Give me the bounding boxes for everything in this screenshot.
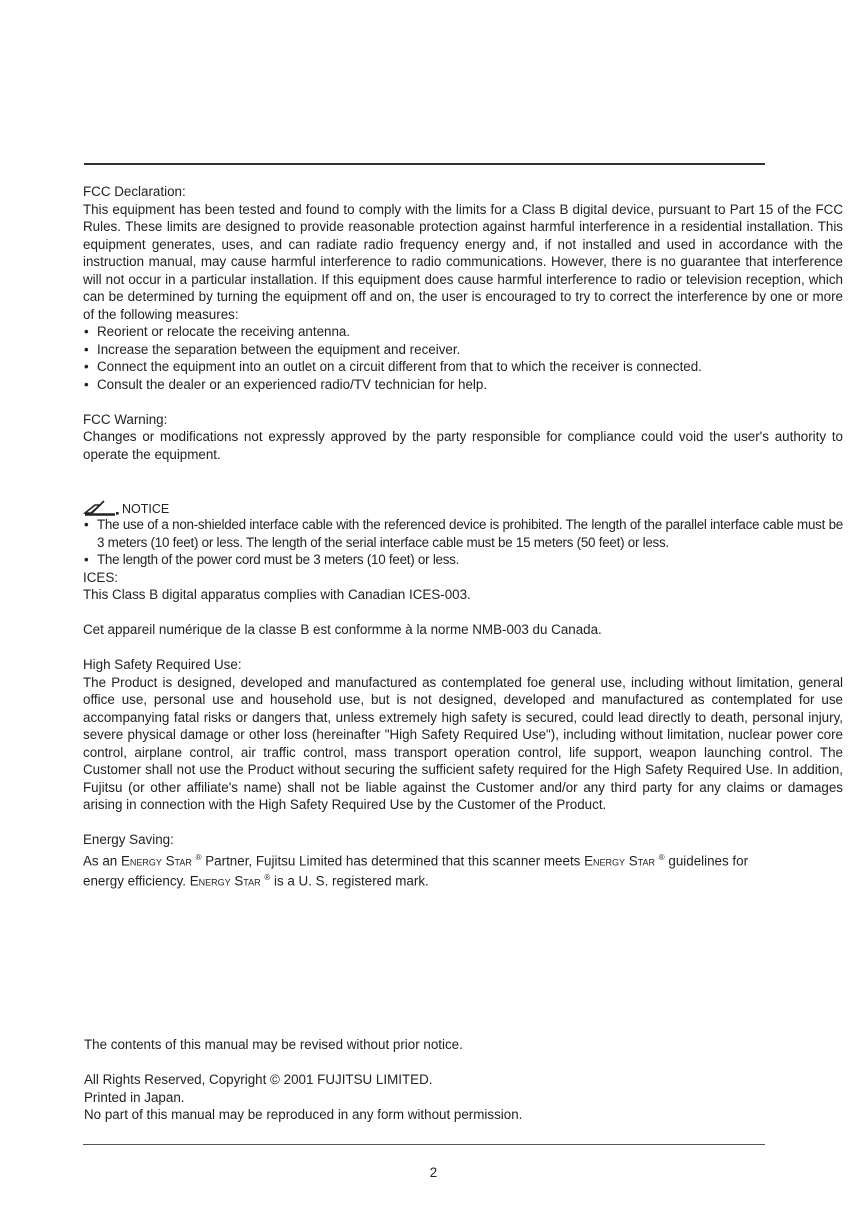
energy-saving-line-2 — [83, 869, 843, 890]
energy-saving-section — [83, 831, 843, 890]
high-safety-section — [83, 656, 843, 814]
page-number: 2 — [429, 1165, 438, 1180]
energy-star-mark: Energy Star — [189, 873, 261, 889]
document-body — [83, 183, 843, 890]
fcc-warning-section — [83, 411, 843, 464]
list-item: • Increase the separation between the equipment and receiver. — [83, 341, 843, 359]
fcc-warning-heading: FCC Warning: — [83, 411, 168, 427]
list-item: • Consult the dealer or an experienced radio/TV technician for help. — [83, 376, 843, 394]
list-item: • Connect the equipment into an outlet on a circuit different from that to which the receiver is connected. — [83, 358, 843, 376]
energy-text: Partner, Fujitsu Limited has determined that this scanner meets — [201, 852, 585, 868]
energy-text: energy efficiency. — [83, 873, 190, 889]
reproduction-notice: No part of this manual may be reproduced in any form without permission. — [84, 1107, 523, 1122]
registered-mark: ® — [264, 873, 271, 883]
notice-pen-icon — [83, 496, 119, 516]
energy-text: is a U. S. registered mark. — [270, 873, 429, 889]
list-item: • Reorient or relocate the receiving antenna. — [83, 323, 843, 341]
copyright: All Rights Reserved, Copyright © 2001 FUJITSU LIMITED. — [84, 1072, 433, 1087]
revision-notice: The contents of this manual may be revised without prior notice. — [84, 1037, 463, 1052]
energy-saving-line-1 — [83, 849, 843, 870]
fcc-warning-body: Changes or modifications not expressly approved by the party responsible for compliance could void the user's authority to operate the equipment. — [83, 429, 843, 462]
energy-star-mark: Energy Star — [584, 852, 656, 868]
ices-heading: ICES: — [83, 569, 118, 585]
fcc-declaration-heading: FCC Declaration: — [83, 184, 186, 199]
fcc-declaration-section — [83, 183, 843, 393]
list-item: • The use of a non-shielded interface cable with the referenced device is prohibited. The length of the parallel interface cable must be 3 meters (10 feet) or less. The length of the serial interface cable must be 15 meters (50 feet) or less. — [83, 516, 843, 551]
french-notice-section — [83, 621, 843, 639]
notice-list — [83, 516, 843, 569]
energy-saving-heading: Energy Saving: — [83, 832, 174, 847]
footer — [84, 1036, 784, 1124]
top-rule — [84, 163, 765, 165]
energy-text: As an — [83, 852, 121, 868]
notice-section — [83, 498, 843, 569]
fcc-measures-list — [83, 323, 843, 393]
fcc-declaration-body: This equipment has been tested and found to comply with the limits for a Class B digital device, pursuant to Part 15 of the FCC Rules. These limits are designed to provide reasonable protection against harmful interference in a residential installation. This equipment generates, uses, and can radiate radio frequency energy and, if not installed and used in accordance with the instruction manual, may cause harmful interference to radio communications. However, there is no guarantee that interference will not occur in a particular installation. If this equipment does cause harmful interference to radio or television reception, which can be determined by turning the equipment off and on, the user is encouraged to try to correct the interference by one or more of the following measures: — [83, 201, 843, 322]
printed-in: Printed in Japan. — [84, 1089, 185, 1105]
registered-mark: ® — [658, 852, 665, 862]
list-item: • The length of the power cord must be 3 meters (10 feet) or less. — [83, 551, 843, 569]
bottom-rule — [83, 1144, 765, 1145]
registered-mark: ® — [195, 852, 202, 862]
high-safety-body: The Product is designed, developed and manufactured as contemplated foe general use, including without limitation, general office use, personal use and household use, but is not designed, developed and manufactured as contemplated for use accompanying fatal risks or dangers that, unless extremely high safety is secured, could lead directly to death, personal injury, severe physical damage or other loss (hereinafter "High Safety Required Use"), including without limitation, nuclear power core control, airplane control, air traffic control, mass transport operation control, life support, weapon launching control. The Customer shall not use the Product without securing the sufficient safety required for the High Safety Required Use. In addition, Fujitsu (or other affiliate's name) shall not be liable against the Customer and/or any third party for any claims or damages arising in connection with the High Safety Required Use by the Customer of the Product. — [83, 674, 843, 812]
ices-body: This Class B digital apparatus complies with Canadian ICES-003. — [83, 587, 471, 602]
french-notice: Cet appareil numérique de la classe B est conformme à la norme NMB-003 du Canada. — [83, 622, 602, 637]
energy-star-mark: Energy Star — [120, 852, 192, 868]
notice-label: NOTICE — [122, 502, 170, 516]
energy-text: guidelines for — [664, 852, 749, 868]
high-safety-heading: High Safety Required Use: — [83, 657, 242, 672]
ices-section — [83, 569, 843, 604]
